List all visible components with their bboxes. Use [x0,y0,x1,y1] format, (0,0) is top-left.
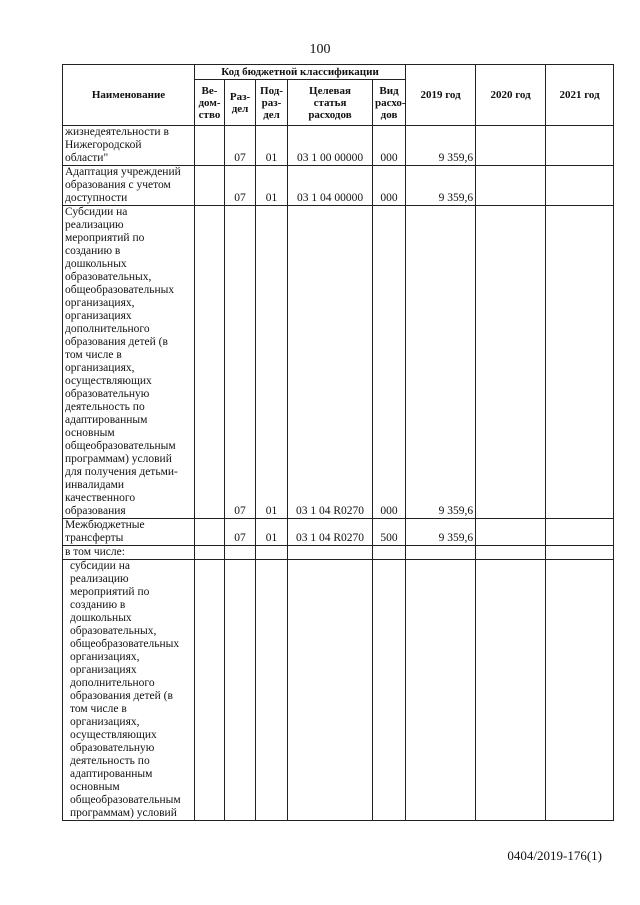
section-code: 07 [225,206,256,519]
subsection-code [256,546,288,560]
header-target-article: Целевая статья расходов [288,80,373,126]
amount-2020 [476,206,546,519]
amount-2020 [476,166,546,206]
header-year-2021: 2021 год [546,65,614,126]
amount-2021 [546,519,614,546]
amount-2021 [546,546,614,560]
row-name: Адаптация учреждений образования с учетом доступности [63,166,195,206]
subsection-code [256,560,288,821]
expense-type: 000 [373,126,406,166]
header-dept: Ве- дом- ство [195,80,225,126]
amount-2020 [476,519,546,546]
header-code-group: Код бюджетной классификации [195,65,406,80]
table-row [63,166,614,206]
target-article: 03 1 04 R0270 [288,206,373,519]
table-row [63,126,614,166]
table-row [63,519,614,546]
target-article: 03 1 00 00000 [288,126,373,166]
section-code: 07 [225,126,256,166]
row-name: в том числе: [63,546,195,560]
table-row [63,206,614,519]
header-subsection: Под- раз- дел [256,80,288,126]
dept-code [195,206,225,519]
section-code: 07 [225,519,256,546]
row-name: субсидии на реализацию мероприятий по созданию в дошкольных образовательных, общеобразовательных организациях, организациях дополнительного образования детей (в том числе в организациях, осуществляющих образовательную деятельность по адаптированным основным общеобразовательным программам) условий [63,560,195,821]
subsection-code: 01 [256,206,288,519]
header-row-1 [63,65,614,80]
expense-type [373,546,406,560]
target-article: 03 1 04 00000 [288,166,373,206]
budget-table [62,64,614,821]
section-code [225,546,256,560]
row-name: Межбюджетные трансферты [63,519,195,546]
target-article: 03 1 04 R0270 [288,519,373,546]
amount-2020 [476,126,546,166]
header-year-2020: 2020 год [476,65,546,126]
expense-type: 500 [373,519,406,546]
amount-2021 [546,206,614,519]
table-row [63,546,614,560]
dept-code [195,546,225,560]
dept-code [195,126,225,166]
amount-2019: 9 359,6 [406,519,476,546]
subsection-code: 01 [256,519,288,546]
amount-2019: 9 359,6 [406,166,476,206]
amount-2020 [476,560,546,821]
table-row [63,560,614,821]
dept-code [195,560,225,821]
amount-2021 [546,560,614,821]
document-code: 0404/2019-176(1) [507,848,602,863]
expense-type [373,560,406,821]
header-name: Наименование [63,65,195,126]
amount-2019 [406,546,476,560]
target-article [288,546,373,560]
header-year-2019: 2019 год [406,65,476,126]
amount-2019: 9 359,6 [406,206,476,519]
amount-2021 [546,126,614,166]
subsection-code: 01 [256,126,288,166]
row-name: жизнедеятельности в Нижегородской области" [63,126,195,166]
header-expense-type: Вид расхо- дов [373,80,406,126]
row-name: Субсидии на реализацию мероприятий по созданию в дошкольных образовательных, общеобразовательных организациях, организациях дополнительного образования детей (в том числе в организациях, осуществляющих образовательную деятельность по адаптированным основным общеобразовательным программам) условий для получения детьми- инвалидами качественного образования [63,206,195,519]
header-section: Раз- дел [225,80,256,126]
amount-2021 [546,166,614,206]
dept-code [195,166,225,206]
subsection-code: 01 [256,166,288,206]
amount-2019: 9 359,6 [406,126,476,166]
amount-2020 [476,546,546,560]
section-code: 07 [225,166,256,206]
target-article [288,560,373,821]
expense-type: 000 [373,206,406,519]
page-number: 100 [309,42,331,57]
dept-code [195,519,225,546]
expense-type: 000 [373,166,406,206]
amount-2019 [406,560,476,821]
section-code [225,560,256,821]
